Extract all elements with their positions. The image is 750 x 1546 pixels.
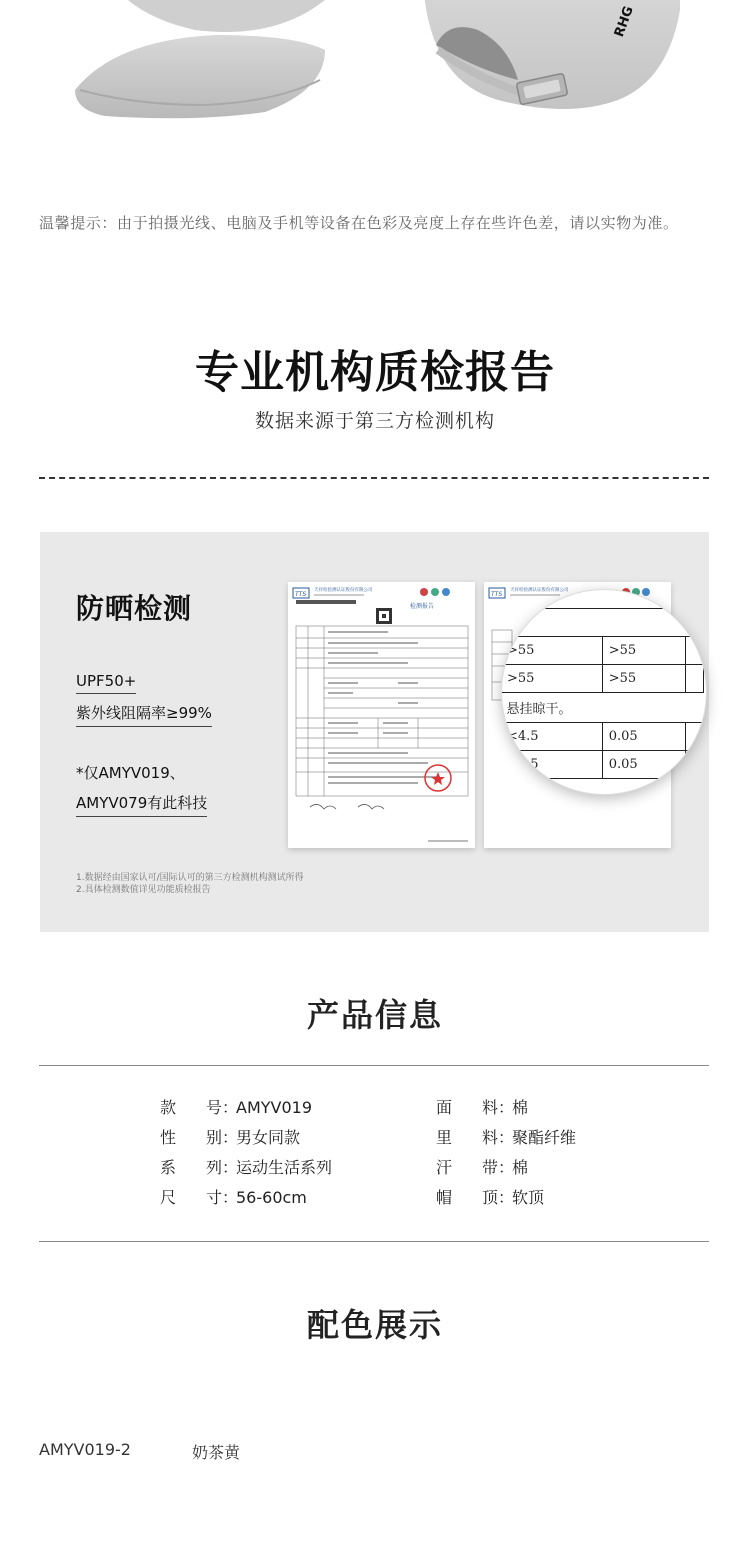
spec-lining: 里料：聚酯纤维 <box>436 1125 576 1148</box>
spec-value: 男女同款 <box>236 1128 301 1147</box>
doc-title: 检测报告 <box>410 603 435 610</box>
uv-block-rate: 紫外线阻隔率≥99% <box>76 702 212 727</box>
spec-crown: 帽顶：软顶 <box>436 1185 544 1208</box>
result-note: 悬挂晾干。 <box>501 693 704 723</box>
result-cell: 0.05 <box>602 723 685 751</box>
color-display-title: 配色展示 <box>306 1306 443 1344</box>
hat-logo: RHG <box>611 4 637 40</box>
spec-series: 系列：运动生活系列 <box>160 1155 332 1178</box>
spec-value: 56-60cm <box>236 1188 307 1207</box>
test-note-1: 1.数据经由国家认可/国际认可的第三方检测机构测试所得 <box>76 873 304 883</box>
upf-rating: UPF50+ <box>76 672 136 694</box>
spec-size: 尺寸：56-60cm <box>160 1185 307 1208</box>
spec-sweatband: 汗带：棉 <box>436 1155 528 1178</box>
doc-header-text: 天祥检验测认证股份有限公司 <box>314 588 373 593</box>
spec-key: 里料 <box>436 1128 498 1147</box>
result-cell: >55 <box>602 665 685 693</box>
spec-fabric: 面料：棉 <box>436 1095 528 1118</box>
spec-gender: 性别：男女同款 <box>160 1125 300 1148</box>
hat-front-image <box>75 0 335 120</box>
info-bottom-divider <box>39 1241 709 1242</box>
sun-protection-panel <box>40 532 709 932</box>
result-cell: <4.5 <box>501 723 602 751</box>
result-cell: >55 <box>501 665 602 693</box>
report-magnifier <box>501 589 707 795</box>
spec-value: AMYV019 <box>236 1098 313 1117</box>
color-sku: AMYV019-2 <box>39 1440 131 1459</box>
qc-section-subtitle: 数据来源于第三方检测机构 <box>254 410 495 432</box>
spec-value: 软顶 <box>512 1188 545 1207</box>
spec-key: 系列 <box>160 1158 222 1177</box>
spec-key: 款号 <box>160 1098 222 1117</box>
qc-section-title: 专业机构质检报告 <box>195 347 555 398</box>
spec-key: 尺寸 <box>160 1188 222 1207</box>
spec-value: 运动生活系列 <box>236 1158 333 1177</box>
spec-key: 面料 <box>436 1098 498 1117</box>
spec-value: 棉 <box>512 1158 529 1177</box>
product-info-title: 产品信息 <box>306 996 443 1034</box>
panel-heading: 防晒检测 <box>76 592 193 625</box>
spec-value: 棉 <box>512 1098 529 1117</box>
info-top-divider <box>39 1065 709 1066</box>
spec-style-no: 款号：AMYV019 <box>160 1095 312 1118</box>
color-name: 奶茶黄 <box>192 1443 241 1462</box>
result-cell: 0.05 <box>602 751 685 779</box>
doc2-logo: TTS <box>491 591 503 598</box>
result-cell: >55 <box>602 637 685 665</box>
spec-key: 性别 <box>160 1128 222 1147</box>
spec-key: 汗带 <box>436 1158 498 1177</box>
spec-value: 聚酯纤维 <box>512 1128 577 1147</box>
magnified-results-table <box>501 636 704 779</box>
result-cell: >55 <box>501 637 602 665</box>
test-report-page-1 <box>288 582 475 848</box>
test-notes <box>76 872 304 896</box>
dashed-divider <box>39 477 709 479</box>
test-note-2: 2.具体检测数值详见功能质检报告 <box>76 885 211 895</box>
spec-key: 帽顶 <box>436 1188 498 1207</box>
product-images <box>0 0 750 130</box>
color-disclaimer: 温馨提示：由于拍摄光线、电脑及手机等设备在色彩及亮度上存在些许色差，请以实物为准。 <box>39 214 679 232</box>
doc2-header-text: 天祥检验测认证股份有限公司 <box>510 588 569 593</box>
doc-logo: TTS <box>295 591 307 598</box>
result-cell: <4.5 <box>501 751 602 779</box>
models-note-line1: *仅AMYV019、 <box>76 764 185 782</box>
hat-back-image <box>418 0 680 115</box>
models-note-line2: AMYV079有此科技 <box>76 792 207 817</box>
